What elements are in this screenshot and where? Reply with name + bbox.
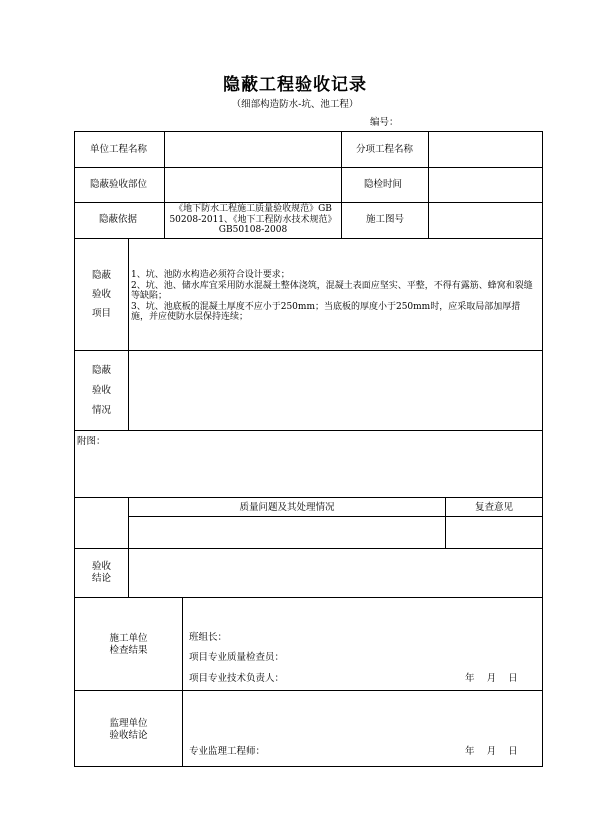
drawing-no-label: 施工图号 (366, 214, 405, 225)
column-divider (182, 597, 183, 766)
hidden-part-value[interactable] (166, 169, 340, 201)
border-left (74, 131, 75, 767)
sub-project-value[interactable] (430, 133, 541, 166)
column-divider (428, 131, 429, 238)
items-text: 1、坑、池防水构造必须符合设计要求； 2、坑、池、储水库宜采用防水混凝土整体浇筑，混凝土表面应坚实、平整，不得有露筋、蜂窝和裂缝等缺陷； 3、坑、池底板的混凝土厚度不应小于250mm；当底板的厚度小于250mm时，应采取局部加厚措施，并应使防水层保持连续； (131, 270, 533, 322)
row-divider (74, 238, 543, 239)
unit-project-label: 单位工程名称 (90, 144, 148, 155)
inspection-time-label: 隐检时间 (364, 179, 403, 190)
supervision-unit-label: 监理单位 验收结论 (109, 718, 148, 741)
row-divider (74, 350, 543, 351)
border-bottom (74, 766, 543, 767)
items-label: 隐蔽 验收 项目 (91, 270, 111, 319)
conclusion-value[interactable] (130, 550, 541, 596)
construction-unit-label: 施工单位 检查结果 (109, 633, 148, 656)
row-divider (74, 690, 543, 691)
quality-inspector-label: 项目专业质量检查员： (189, 652, 285, 663)
column-divider (341, 131, 342, 238)
row-divider (74, 548, 543, 549)
review-value[interactable] (447, 518, 541, 547)
border-top (74, 131, 543, 132)
drawing-no-value[interactable] (430, 204, 541, 237)
attachment-area[interactable] (76, 450, 541, 496)
row-divider (74, 202, 543, 203)
inspection-time-value[interactable] (430, 169, 541, 201)
conclusion-label: 验收 结论 (91, 561, 111, 584)
row-divider (74, 167, 543, 168)
quality-issues-header: 质量问题及其处理情况 (239, 502, 335, 513)
row-divider (74, 497, 543, 498)
quality-issues-value[interactable] (130, 518, 444, 547)
doc-number-label: 编号： (370, 117, 399, 128)
row-divider (128, 516, 543, 517)
review-header: 复查意见 (474, 502, 513, 513)
tech-lead-label: 项目专业技术负责人： (189, 673, 285, 684)
row-divider (74, 430, 543, 431)
situation-value[interactable] (130, 352, 541, 429)
unit-project-value[interactable] (166, 133, 340, 166)
border-right (542, 131, 543, 767)
construction-date: 年 月 日 (465, 673, 518, 684)
basis-label: 隐蔽依据 (99, 214, 138, 225)
hidden-part-label: 隐蔽验收部位 (90, 179, 148, 190)
page-title: 隐蔽工程验收记录 (223, 75, 367, 95)
attachment-label: 附图： (77, 436, 106, 447)
supervisor-label: 专业监理工程师： (189, 746, 266, 757)
row-divider (74, 597, 543, 598)
page-subtitle: （细部构造防水-坑、池工程） (231, 99, 359, 110)
column-divider (128, 238, 129, 430)
situation-label: 隐蔽 验收 情况 (91, 365, 111, 416)
supervision-date: 年 月 日 (465, 746, 518, 757)
sub-project-label: 分项工程名称 (356, 144, 414, 155)
team-leader-label: 班组长： (189, 632, 228, 643)
basis-text: 《地下防水工程施工质量验收规范》GB 50208-2011、《地下工程防水技术规范》 GB50108-2008 (169, 204, 337, 235)
